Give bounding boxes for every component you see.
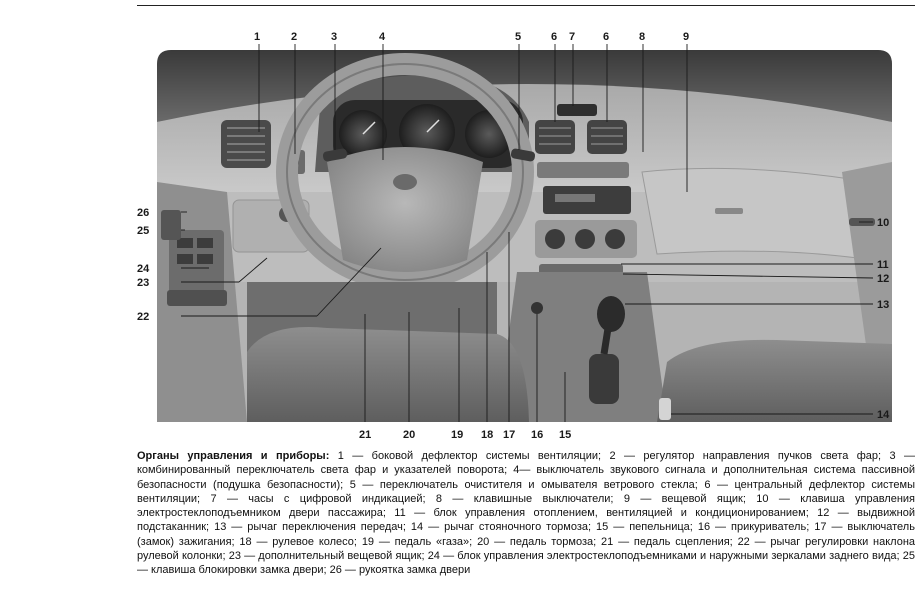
caption-item-20: 20 — педаль тормоза; <box>477 535 597 548</box>
callout-13: 13 <box>877 299 890 311</box>
callout-14: 14 <box>877 409 890 421</box>
gear-knob <box>597 296 625 332</box>
callout-23: 23 <box>137 277 150 289</box>
caption-item-2: 2 — регулятор направления пучков света фар; <box>609 450 882 462</box>
caption-item-1: 1 — боковой дефлектор системы вентиляции; <box>337 450 602 462</box>
callout-7: 7 <box>569 31 576 43</box>
caption-item-22: 22 — рычаг регулировки наклона рулевой колонки; <box>137 535 916 563</box>
callout-6a: 6 <box>551 31 558 43</box>
callout-15: 15 <box>559 429 572 441</box>
callout-18: 18 <box>481 429 494 441</box>
callout-12: 12 <box>877 273 890 285</box>
figure-caption <box>137 449 915 578</box>
callout-9: 9 <box>683 31 690 43</box>
caption-item-21: 21 — педаль сцепления; <box>601 535 733 548</box>
caption-item-26: 26 — рукоятка замка двери <box>329 564 471 577</box>
caption-item-11: 11 — блок управления отоплением, вентиляцией и кондиционированием; <box>394 507 809 520</box>
callout-17: 17 <box>503 429 516 441</box>
caption-item-3: 3 — комбинированный переключатель света фар и указателей поворота; <box>137 450 915 477</box>
passenger-seat <box>657 340 892 422</box>
caption-item-25: 25 — клавиша блокировки замка двери; <box>137 550 915 577</box>
steering-hub <box>327 147 483 272</box>
clock <box>557 104 597 116</box>
caption-item-15: 15 — пепельница; <box>596 521 693 534</box>
callout-24: 24 <box>137 263 150 275</box>
caption-item-24: 24 — блок управления электростеклоподъемниками и наружными зеркалами заднего вида; <box>427 550 900 563</box>
caption-item-19: 19 — педаль «газа»; <box>361 535 473 548</box>
callout-16: 16 <box>531 429 544 441</box>
callout-22: 22 <box>137 311 150 323</box>
caption-item-23: 23 — дополнительный вещевой ящик; <box>228 550 425 563</box>
callout-2: 2 <box>291 31 298 43</box>
caption-title: Органы управления и приборы: <box>137 450 330 462</box>
caption-item-7: 7 — часы с цифровой индикацией; <box>210 492 426 505</box>
callout-25: 25 <box>137 225 150 237</box>
callout-19: 19 <box>451 429 464 441</box>
callout-1: 1 <box>254 31 261 43</box>
callout-26: 26 <box>137 207 150 219</box>
callout-6b: 6 <box>603 31 610 43</box>
caption-item-10: 10 — клавиша управления электростеклоподъемником двери пассажира; <box>137 492 915 520</box>
callout-20: 20 <box>403 429 416 441</box>
center-vent-right <box>587 120 627 154</box>
caption-item-16: 16 — прикуриватель; <box>697 521 810 534</box>
caption-item-18: 18 — рулевое колесо; <box>239 535 357 548</box>
glovebox <box>642 168 872 260</box>
caption-item-4: 4— выключатель звукового сигнала и дополнительная система пассивной безопасности (подушка безопасности); <box>137 464 916 491</box>
caption-item-12: 12 — выдвижной подстаканник; <box>137 507 915 534</box>
dashboard-illustration <box>137 22 915 448</box>
caption-item-14: 14 — рычаг стояночного тормоза; <box>410 521 592 534</box>
caption-item-6: 6 — центральный дефлектор системы вентиляции; <box>137 478 916 505</box>
caption-item-17: 17 — выключатель (замок) зажигания; <box>137 521 915 548</box>
callout-3: 3 <box>331 31 338 43</box>
callout-10: 10 <box>877 217 890 229</box>
callout-21: 21 <box>359 429 372 441</box>
caption-item-13: 13 — рычаг переключения передач; <box>214 521 406 534</box>
caption-item-9: 9 — вещевой ящик; <box>623 492 746 505</box>
dashboard-figure <box>137 22 915 448</box>
callout-4: 4 <box>379 31 386 43</box>
center-vent-left <box>535 120 575 154</box>
caption-item-5: 5 — переключатель очистителя и омывателя ветрового стекла; <box>349 478 698 491</box>
callout-8: 8 <box>639 31 646 43</box>
caption-item-8: 8 — клавишные выключатели; <box>435 492 614 505</box>
top-rule <box>137 5 915 6</box>
callout-5: 5 <box>515 31 522 43</box>
callout-11: 11 <box>877 259 889 271</box>
